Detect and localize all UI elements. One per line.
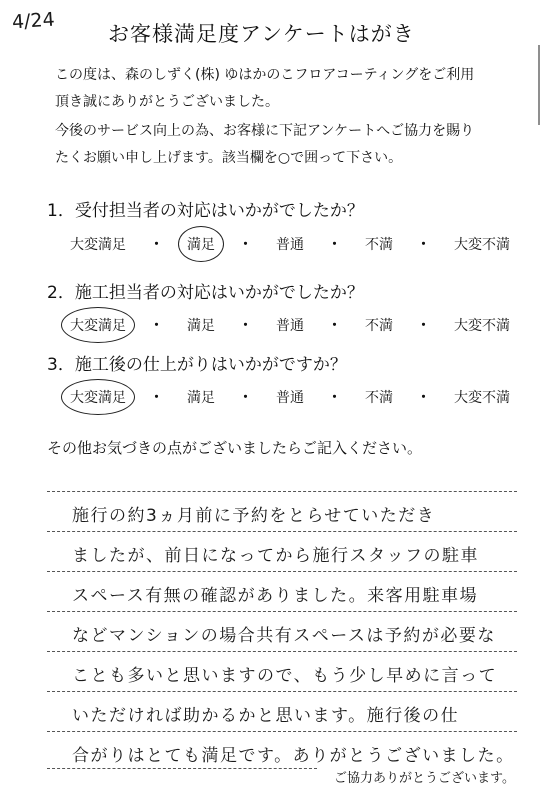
dashed-rule — [47, 731, 517, 732]
footer-thanks: ご協力ありがとうございます。 — [334, 771, 515, 786]
rating-option-selected: 満足 — [187, 234, 215, 254]
dashed-rule — [47, 491, 517, 492]
question-3: 3．施工後の仕上がりはいかがですか？ — [47, 355, 347, 375]
handwritten-date: 4/24 — [11, 8, 56, 34]
other-comments-prompt: その他お気づきの点がございましたらご記入ください。 — [47, 439, 423, 457]
option-separator: ・ — [238, 237, 253, 253]
dashed-rule — [47, 571, 517, 572]
rating-option: 普通 — [276, 237, 304, 253]
rating-option: 満足 — [187, 390, 215, 406]
option-separator: ・ — [327, 390, 342, 406]
options-row-1 — [70, 234, 510, 254]
options-row-3 — [70, 387, 510, 407]
rating-option: 大変満足 — [70, 237, 126, 253]
rating-option: 大変不満 — [454, 237, 510, 253]
comment-line-5: ことも多いと思いますので、もう少し早めに言って — [72, 666, 498, 686]
rating-option: 大変不満 — [454, 318, 510, 334]
option-separator: ・ — [416, 237, 431, 253]
comment-line-7: 合がりはとても満足です。ありがとうございました。 — [72, 746, 515, 766]
question-1: 1．受付担当者の対応はいかがでしたか？ — [47, 201, 364, 221]
dashed-rule — [47, 691, 517, 692]
intro-line-2: 頂き誠にありがとうございました。 — [55, 94, 279, 110]
rating-option-selected: 大変満足 — [70, 387, 126, 407]
option-separator: ・ — [149, 237, 164, 253]
option-separator: ・ — [238, 318, 253, 334]
page-edge-mark — [538, 45, 540, 125]
rating-option: 普通 — [276, 390, 304, 406]
option-separator: ・ — [149, 390, 164, 406]
option-separator: ・ — [416, 318, 431, 334]
option-separator: ・ — [416, 390, 431, 406]
dashed-rule — [47, 651, 517, 652]
rating-option: 不満 — [365, 237, 393, 253]
rating-option-selected: 大変満足 — [70, 315, 126, 335]
intro-line-4: たくお願い申し上げます。該当欄を○で囲って下さい。 — [55, 150, 403, 166]
dashed-rule — [47, 611, 517, 612]
rating-option: 不満 — [365, 390, 393, 406]
rating-option: 満足 — [187, 318, 215, 334]
rating-option: 不満 — [365, 318, 393, 334]
comment-line-4: などマンションの場合共有スペースは予約が必要な — [72, 626, 496, 646]
option-separator: ・ — [238, 390, 253, 406]
form-title: お客様満足度アンケートはがき — [108, 22, 415, 46]
option-separator: ・ — [149, 318, 164, 334]
comment-line-2: ましたが、前日になってから施行スタッフの駐車 — [72, 546, 479, 566]
rating-option: 普通 — [276, 318, 304, 334]
option-separator: ・ — [327, 237, 342, 253]
intro-line-3: 今後のサービス向上の為、お客様に下記アンケートへご協力を賜り — [55, 123, 475, 139]
question-2: 2．施工担当者の対応はいかがでしたか？ — [47, 283, 364, 303]
option-separator: ・ — [327, 318, 342, 334]
rating-option: 大変不満 — [454, 390, 510, 406]
comment-line-6: いただければ助かるかと思います。施行後の仕 — [72, 706, 460, 726]
comment-line-3: スペース有無の確認がありました。来客用駐車場 — [72, 586, 479, 606]
dashed-rule — [47, 531, 517, 532]
comment-line-1: 施行の約3ヵ月前に予約をとらせていただき — [72, 506, 436, 526]
intro-line-1: この度は、森のしずく(株) ゆはかのこフロアコーティングをご利用 — [55, 67, 475, 83]
dashed-rule — [47, 768, 317, 769]
options-row-2 — [70, 315, 510, 335]
